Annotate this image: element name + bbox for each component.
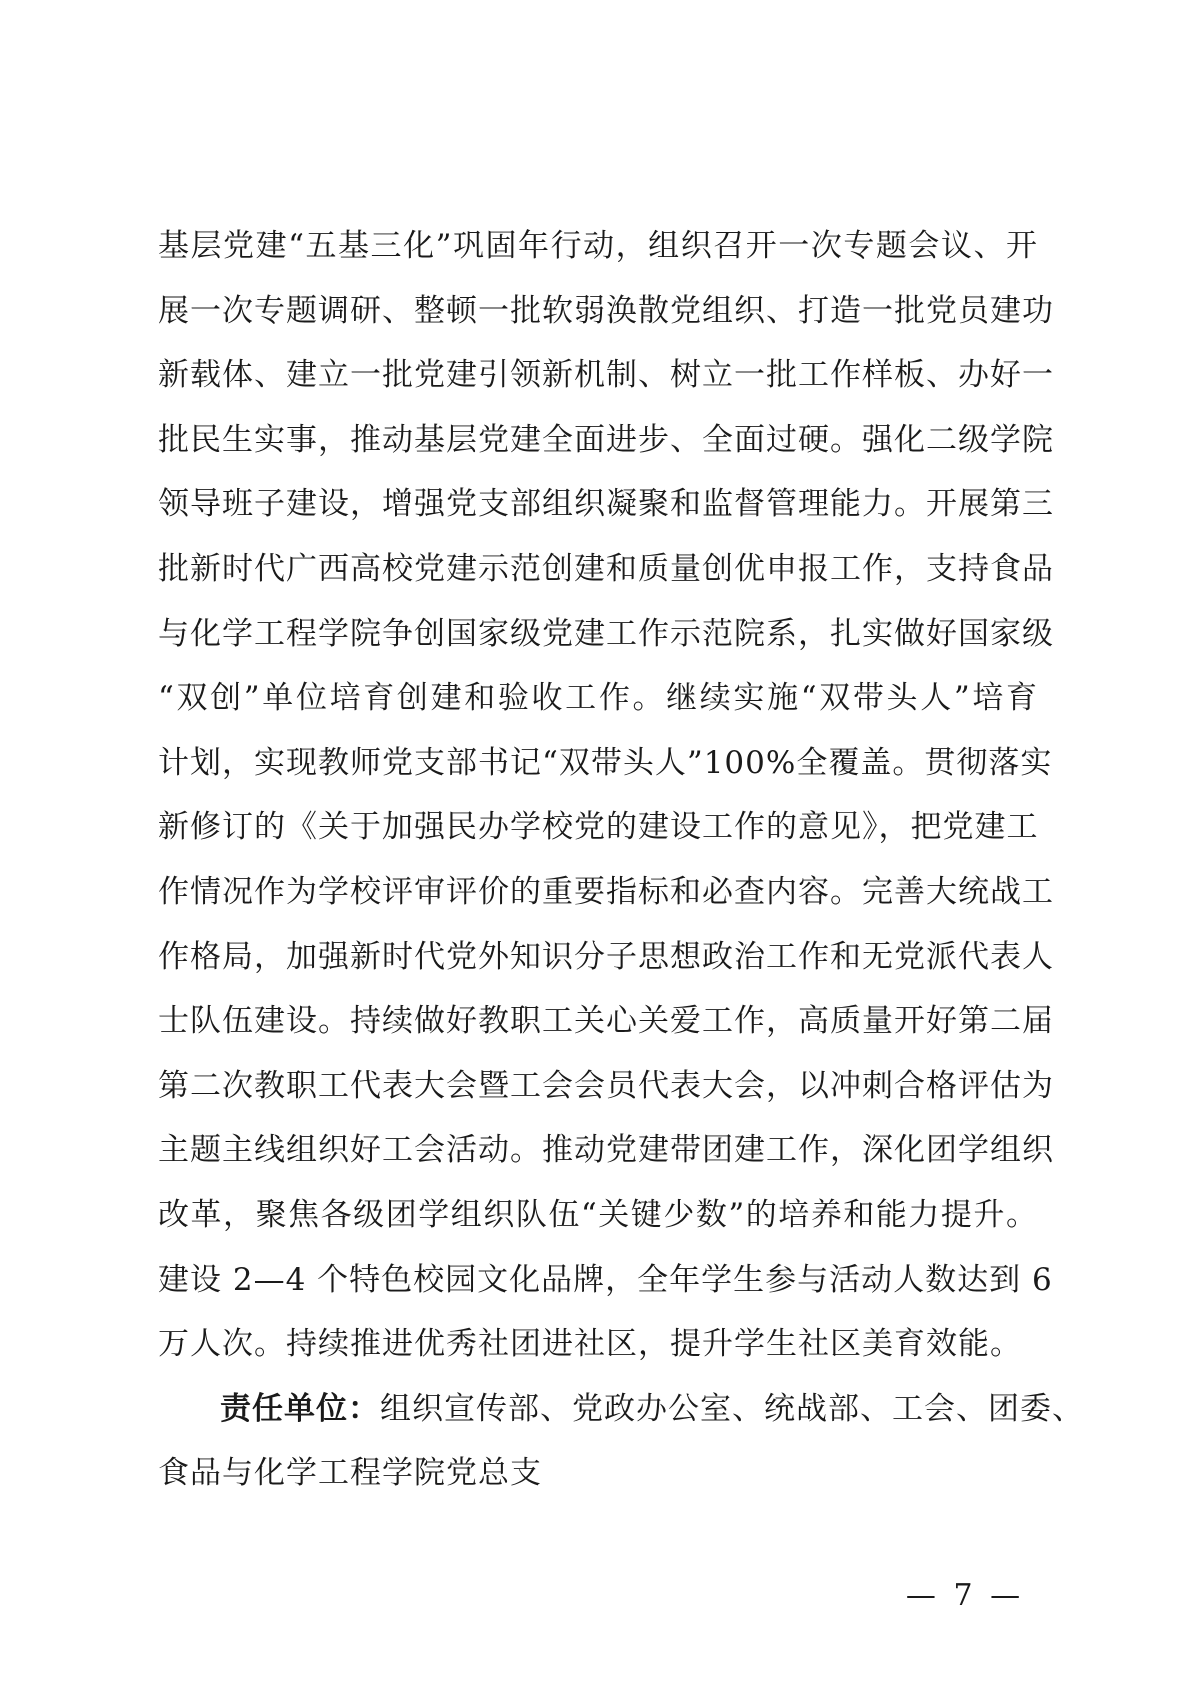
paragraph-line-11: 作情况作为学校评审评价的重要指标和必查内容。完善大统战工: [158, 873, 1054, 910]
responsibility-units-part1: 组织宣传部、党政办公室、统战部、工会、团委、: [380, 1390, 1084, 1427]
paragraph-line-4: 批民生实事，推动基层党建全面进步、全面过硬。强化二级学院: [158, 421, 1054, 458]
paragraph-line-16: 改革，聚焦各级团学组织队伍“关键少数”的培养和能力提升。: [158, 1196, 1038, 1233]
paragraph-line-9: 计划，实现教师党支部书记“双带头人”100%全覆盖。贯彻落实: [158, 744, 1053, 781]
responsibility-line-1: [158, 1377, 1084, 1442]
paragraph-line-2: 展一次专题调研、整顿一批软弱涣散党组织、打造一批党员建功: [158, 292, 1054, 329]
responsibility-line-2: 食品与化学工程学院党总支: [158, 1455, 542, 1492]
paragraph-line-5: 领导班子建设，增强党支部组织凝聚和监督管理能力。开展第三: [158, 486, 1054, 523]
paragraph-line-10: 新修订的《关于加强民办学校党的建设工作的意见》，把党建工: [158, 809, 1039, 846]
paragraph-line-1: 基层党建“五基三化”巩固年行动，组织召开一次专题会议、开: [158, 228, 1038, 264]
paragraph-line-7: 与化学工程学院争创国家级党建工作示范院系，扎实做好国家级: [158, 615, 1054, 652]
paragraph-line-13: 士队伍建设。持续做好教职工关心关爱工作，高质量开好第二届: [158, 1003, 1054, 1040]
paragraph-line-18: 万人次。持续推进优秀社团进社区，提升学生社区美育效能。: [158, 1326, 1022, 1363]
responsibility-label: 责任单位：: [220, 1390, 380, 1427]
paragraph-line-6: 批新时代广西高校党建示范创建和质量创优申报工作，支持食品: [158, 550, 1054, 587]
paragraph-line-3: 新载体、建立一批党建引领新机制、树立一批工作样板、办好一: [158, 357, 1054, 394]
paragraph-line-8: “双创”单位培育创建和验收工作。继续实施“双带头人”培育: [158, 680, 1038, 717]
body-text: [158, 214, 1084, 1506]
page-number: — 7 —: [905, 1578, 1025, 1613]
paragraph-line-14: 第二次教职工代表大会暨工会会员代表大会，以冲刺合格评估为: [158, 1067, 1054, 1104]
paragraph-line-17: 建设 2—4 个特色校园文化品牌，全年学生参与活动人数达到 6: [158, 1261, 1053, 1298]
paragraph-line-12: 作格局，加强新时代党外知识分子思想政治工作和无党派代表人: [158, 938, 1054, 975]
paragraph-line-15: 主题主线组织好工会活动。推动党建带团建工作，深化团学组织: [158, 1132, 1054, 1169]
